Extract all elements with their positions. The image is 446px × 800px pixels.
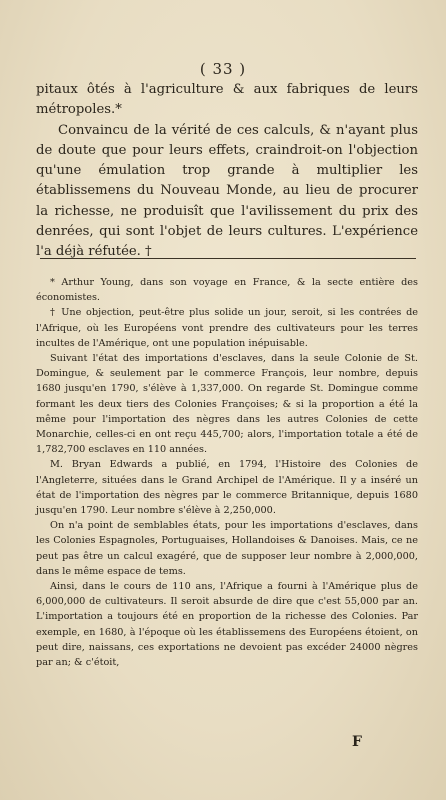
page-number: ( 33 ) — [199, 60, 247, 78]
footnote-para-st-domingue: Suivant l'état des importations d'esclaves, dans la seule Colonie de St. Domingue, & seulement par le commerce François, leur nombre, depuis 1680 jusqu'en 1790, s'élève à 1,337,000. On regarde St. Domingue comme formant les deux tiers des Colonies Françoises; & si la proportion a été la même pour l'importation des nègres dans les autres Colonies de cette Monarchie, celles-ci en ont reçu 445,700; alors, l'importation totale a été de 1,782,700 esclaves en 110 années. — [36, 353, 418, 456]
footnote-para-ainsi: Ainsi, dans le cours de 110 ans, l'Afrique a fourni à l'Amérique plus de 6,000,000 de cultivateurs. Il seroit absurde de dire que c'est 55,000 par an. L'importation a toujours été en proportion de la richesse des Colonies. Par exemple, en 1680, à l'époque où les établissemens des Européens étoient, on peut dire, naissans, ces exportations ne devoient pas excéder 24000 nègres par an; & c'étoit, — [36, 581, 418, 669]
footnote-divider — [40, 258, 416, 259]
footnote-para-other-colonies: On n'a point de semblables états, pour les importations d'esclaves, dans les Colonies Espagnoles, Portuguaises, Hollandoises & Danoises. Mais, ce ne peut pas être un calcul exagéré, que de supposer leur nombre à 2,000,000, dans le même espace de tems. — [36, 520, 418, 577]
main-paragraph-1: pitaux ôtés à l'agriculture & aux fabriques de leurs métropoles.* — [36, 82, 418, 118]
footnotes — [36, 275, 418, 670]
footnote-para-bryan-edwards: M. Bryan Edwards a publié, en 1794, l'Histoire des Colonies de l'Angleterre, situées dans le Grand Archipel de l'Amérique. Il y a inséré un état de l'importation des nègres par le commerce Britannique, depuis 1680 jusqu'en 1790. Leur nombre s'élève à 2,250,000. — [36, 459, 418, 517]
main-paragraph-2: Convaincu de la vérité de ces calculs, & n'ayant plus de doute que pour leurs effets, craindroit-on l'objection qu'une émulation trop grande à multiplier les établissemens du Nouveau Monde, au lieu de procurer la richesse, ne produisît que l'avilissement du prix des denrées, qui sont l'objet de leurs cultures. L'expérience l'a déjà réfutée. † — [36, 122, 418, 260]
main-text — [36, 80, 418, 263]
footnote-asterisk: * Arthur Young, dans son voyage en France, & la secte entière des économistes. — [36, 277, 418, 304]
signature-mark: F — [352, 734, 362, 750]
footnote-dagger: † Une objection, peut-être plus solide un jour, seroit, si les contrées de l'Afrique, où les Européens vont prendre des cultivateurs pour les terres incultes de l'Amérique, ont une population inépuisable. — [36, 307, 418, 349]
